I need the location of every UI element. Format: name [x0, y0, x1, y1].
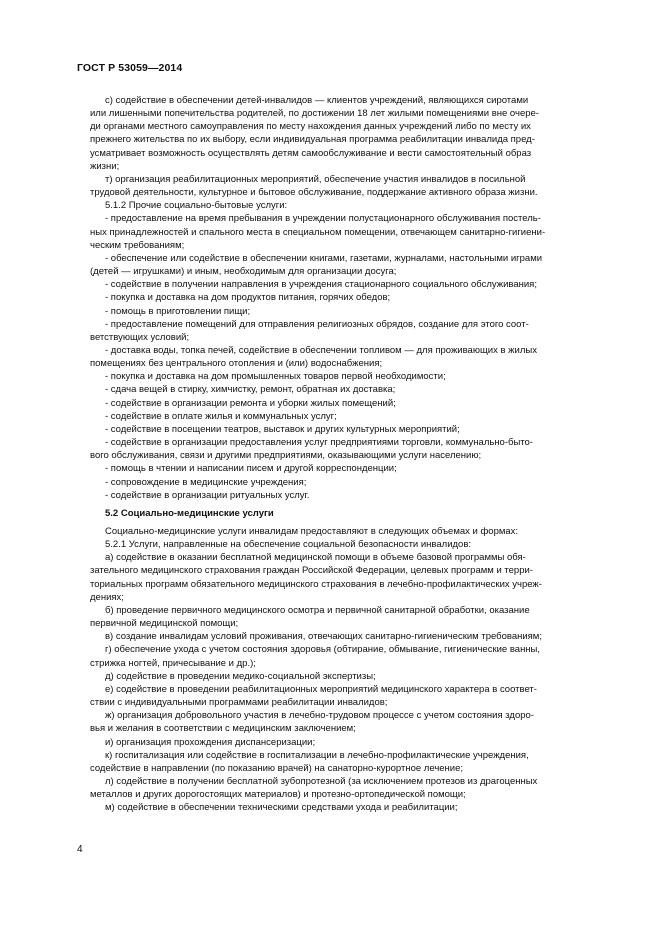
text-line: - предоставление помещений для отправления религиозных обрядов, создание для этого соот- — [105, 318, 529, 330]
text-line: - сдача вещей в стирку, химчистку, ремонт, обратная их доставка; — [105, 384, 396, 396]
text-line: т) организация реабилитационных мероприятий, обеспечение участия инвалидов в посильной — [105, 173, 526, 185]
text-line: дениях; — [90, 591, 124, 603]
text-line: - содействие в посещении театров, выставок и других культурных мероприятий; — [105, 423, 460, 435]
paragraph — [90, 344, 610, 370]
text-line: стрижка ногтей, причесывание и др.); — [90, 657, 256, 669]
text-line: зательного медицинского страхования граждан Российской Федерации, целевых программ и терри- — [90, 565, 533, 577]
paragraph — [90, 199, 610, 212]
paragraph — [90, 709, 610, 735]
text-line: б) проведение первичного медицинского осмотра и первичной санитарной обработки, оказание — [105, 604, 530, 616]
paragraph — [90, 423, 610, 436]
text-line: - содействие в получении направления в учреждения стационарного социального обслуживания; — [105, 279, 537, 291]
paragraph — [90, 551, 610, 604]
paragraph — [90, 801, 610, 814]
text-line: ных принадлежностей и спального места в специальном помещении, отвечающем санитарно-гигиени- — [90, 226, 546, 238]
text-line: вья и желания в соответствии с медицинским заключением; — [90, 723, 356, 735]
section-title: 5.2 Социально-медицинские услуги — [105, 507, 274, 519]
paragraph — [90, 212, 610, 251]
paragraph — [90, 173, 610, 199]
text-line: ториальных программ обязательного медицинского страхования в лечебно-профилактических учреж- — [90, 578, 542, 590]
text-line: Социально-медицинские услуги инвалидам предоставляют в следующих объемах и формах: — [105, 526, 519, 537]
paragraph — [90, 318, 610, 344]
paragraph — [90, 291, 610, 304]
paragraph — [90, 94, 610, 173]
text-line: - содействие в организации предоставления услуг предприятиями торговли, коммунально-быто- — [105, 437, 533, 449]
text-line: - доставка воды, топка печей, содействие в обеспечении топливом — для проживающих в жилых — [105, 344, 537, 356]
paragraph — [90, 278, 610, 291]
text-line: 5.2.1 Услуги, направленные на обеспечение социальной безопасности инвалидов: — [105, 539, 472, 551]
text-line: металлов и других дорогостоящих материалов) и протезно-ортопедической помощи; — [90, 789, 466, 801]
text-line: ствии с индивидуальными программами реабилитации инвалидов; — [90, 697, 388, 709]
text-line: - покупка и доставка на дом продуктов питания, горячих обедов; — [105, 292, 391, 304]
text-line: - содействие в оплате жилья и коммунальных услуг; — [105, 410, 337, 422]
text-line: в) создание инвалидам условий проживания, отвечающих санитарно-гигиеническим требованиям; — [105, 631, 542, 643]
text-line: ди органами местного самоуправления по месту нахождения данных учреждений либо по месту их — [90, 121, 531, 133]
text-line: содействие в направлении (по показанию врачей) на санаторно-курортное лечение; — [90, 762, 464, 774]
text-line: - помощь в чтении и написании писем и другой корреспонденции; — [105, 463, 397, 475]
text-line: д) содействие в проведении медико-социальной экспертизы; — [105, 670, 376, 682]
text-line: вого обслуживания, связи и другими предприятиями, оказывающими услуги населению; — [90, 450, 482, 462]
page-number: 4 — [77, 844, 83, 855]
text-line: - обеспечение или содействие в обеспечении книгами, газетами, журналами, настольными играми — [105, 252, 543, 264]
text-line: - сопровождение в медицинские учреждения; — [105, 476, 307, 488]
standard-header: ГОСТ Р 53059—2014 — [77, 62, 183, 74]
text-line: прежнего жительства по их выбору, если индивидуальная программа реабилитации инвалида пред- — [90, 134, 535, 146]
text-line: трудовой деятельности, культурное и бытовое обслуживание, поддержание активного образа жизни. — [90, 187, 538, 199]
text-line: 5.1.2 Прочие социально-бытовые услуги: — [105, 200, 288, 212]
text-line: ветствующих условий; — [90, 331, 190, 343]
paragraph — [90, 630, 610, 643]
paragraph-group-after — [90, 525, 610, 814]
paragraph — [90, 538, 610, 551]
text-line: м) содействие в обеспечении техническими средствами ухода и реабилитации; — [105, 802, 458, 814]
text-line: - предоставление на время пребывания в учреждении полустационарного обслуживания постель- — [105, 213, 541, 225]
text-line: первичной медицинской помощи; — [90, 618, 239, 630]
text-line: - содействие в организации ремонта и уборки жилых помещений; — [105, 397, 396, 409]
page-body — [90, 94, 610, 814]
paragraph — [90, 643, 610, 669]
paragraph — [90, 305, 610, 318]
text-line: а) содействие в оказании бесплатной медицинской помощи в объеме базовой программы обя- — [105, 552, 526, 564]
text-line: жизни; — [90, 160, 120, 172]
text-line: или лишенными попечительства родителей, по достижении 18 лет жилыми помещениями вне очере- — [90, 108, 539, 120]
paragraph — [90, 476, 610, 489]
text-line: - содействие в организации ритуальных услуг. — [105, 489, 310, 501]
text-line: усматривает возможность осуществлять детям самообслуживание и вести самостоятельный образ — [90, 147, 532, 159]
paragraph — [90, 383, 610, 396]
paragraph — [90, 397, 610, 410]
paragraph-group-before — [90, 94, 610, 502]
paragraph — [90, 775, 610, 801]
paragraph — [90, 749, 610, 775]
paragraph — [90, 252, 610, 278]
text-line: - помощь в приготовлении пищи; — [105, 305, 251, 317]
paragraph — [90, 410, 610, 423]
paragraph — [90, 683, 610, 709]
text-line: г) обеспечение ухода с учетом состояния здоровья (обтирание, обмывание, гигиенические ванны, — [105, 644, 541, 656]
paragraph — [90, 604, 610, 630]
text-line: - покупка и доставка на дом промышленных товаров первой необходимости; — [105, 371, 446, 383]
text-line: ческим требованиям; — [90, 239, 185, 251]
text-line: (детей — игрушками) и иным, необходимым для организации досуга; — [90, 266, 397, 278]
text-line: и) организация прохождения диспансеризации; — [105, 736, 316, 748]
paragraph — [90, 462, 610, 475]
paragraph — [90, 670, 610, 683]
paragraph — [90, 436, 610, 462]
text-line: помещениях без центрального отопления и (или) водоснабжения; — [90, 358, 383, 370]
paragraph — [90, 525, 610, 538]
text-line: ж) организация добровольного участия в лечебно-трудовом процессе с учетом состояния здоро- — [105, 710, 534, 722]
text-line: с) содействие в обеспечении детей-инвалидов — клиентов учреждений, являющихся сиротами — [105, 95, 529, 106]
text-line: л) содействие в получении бесплатной зубопротезной (за исключением протезов из драгоценных — [105, 775, 538, 787]
paragraph — [90, 736, 610, 749]
paragraph — [90, 489, 610, 502]
text-line: к) госпитализация или содействие в госпитализации в лечебно-профилактические учреждения, — [105, 749, 529, 761]
text-line: е) содействие в проведении реабилитационных мероприятий медицинского характера в соответ- — [105, 683, 537, 695]
paragraph — [90, 370, 610, 383]
